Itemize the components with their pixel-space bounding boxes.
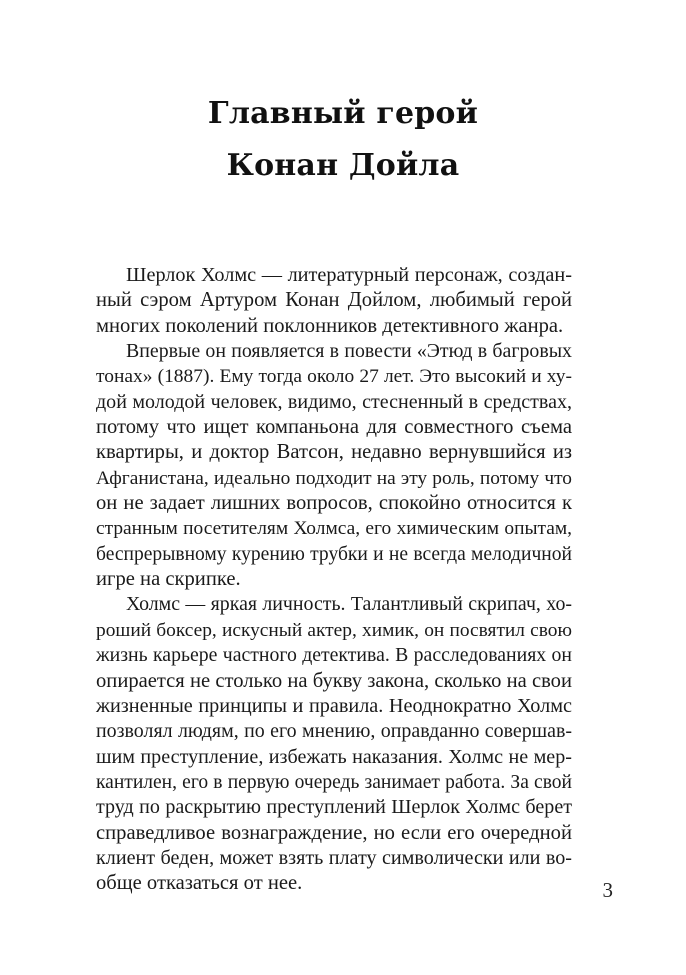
text-line: квартиры, и доктор Ватсон, недавно вернувшийся из bbox=[96, 441, 572, 464]
text-line: труд по раскрытию преступлений Шерлок Холмс берет bbox=[96, 796, 572, 819]
text-line: тонах» (1887). Ему тогда около 27 лет. Это высокий и ху- bbox=[96, 366, 572, 388]
text-line: беспрерывному курению трубки и не всегда мелодичной bbox=[96, 543, 572, 565]
text-line: шим преступление, избежать наказания. Холмс не мер- bbox=[96, 745, 572, 768]
text-line: игре на скрипке. bbox=[96, 568, 241, 591]
text-line: Холмс — яркая личность. Талантливый скрипач, хо- bbox=[126, 593, 572, 616]
text-line: многих поколений поклонников детективного жанра. bbox=[96, 314, 564, 337]
text-line: обще отказаться от нее. bbox=[96, 872, 303, 895]
text-line: дой молодой человек, видимо, стесненный в средствах, bbox=[96, 390, 572, 413]
page-number: 3 bbox=[602, 878, 613, 902]
text-line: позволял людям, по его мнению, оправданно совершав- bbox=[96, 720, 572, 743]
text-line: ный сэром Артуром Конан Дойлом, любимый герой bbox=[96, 289, 572, 312]
chapter-title bbox=[0, 88, 686, 192]
text-line: Афганистана, идеально подходит на эту роль, потому что bbox=[96, 467, 572, 489]
body-text bbox=[96, 263, 572, 897]
text-line: Впервые он появляется в повести «Этюд в багровых bbox=[126, 340, 572, 363]
chapter-title-line-2: Конан Дойла bbox=[226, 148, 460, 183]
text-line: Шерлок Холмс — литературный персонаж, создан- bbox=[126, 264, 572, 286]
text-line: странным посетителям Холмса, его химическим опытам, bbox=[96, 518, 572, 540]
text-line: кантилен, его в первую очередь занимает работа. За свой bbox=[96, 771, 572, 793]
text-line: справедливое вознаграждение, но если его очередной bbox=[96, 821, 572, 844]
text-line: клиент беден, может взять плату символически или во- bbox=[96, 846, 572, 869]
chapter-title-line-1: Главный герой bbox=[207, 96, 479, 131]
text-line: опирается не столько на букву закона, сколько на свои bbox=[96, 669, 572, 692]
text-line: он не задает лишних вопросов, спокойно относится к bbox=[96, 492, 572, 515]
text-line: жизнь карьере частного детектива. В расследованиях он bbox=[96, 644, 572, 667]
text-line: жизненные принципы и правила. Неоднократно Холмс bbox=[96, 694, 572, 717]
text-line: потому что ищет компаньона для совместного съема bbox=[96, 416, 572, 439]
text-line: роший боксер, искусный актер, химик, он посвятил свою bbox=[96, 619, 572, 641]
